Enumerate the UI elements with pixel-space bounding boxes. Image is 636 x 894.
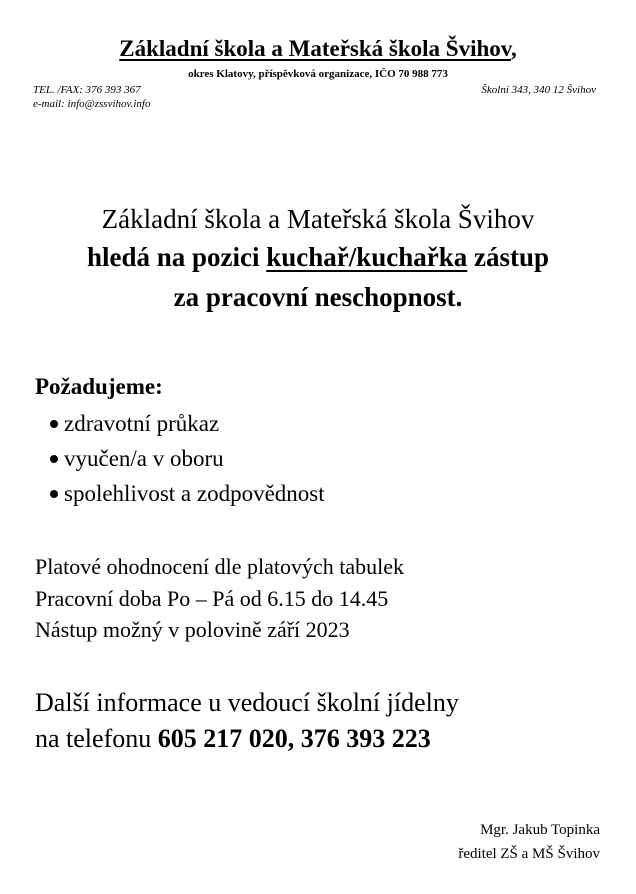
signature-name: Mgr. Jakub Topinka (480, 822, 600, 838)
school-title (0, 36, 636, 62)
contact-phone-prefix: na telefonu (35, 724, 158, 753)
start-date: Nástup možný v polovině září 2023 (35, 617, 350, 642)
headline-position (0, 242, 636, 273)
school-name: Základní škola a Mateřská škola Švihov (119, 36, 511, 61)
list-item (50, 441, 325, 476)
requirement-text: vyučen/a v oboru (64, 446, 224, 471)
phone-numbers: 605 217 020, 376 393 223 (157, 724, 431, 753)
contact-phone (35, 724, 431, 754)
headline-position-after: zástup (467, 242, 550, 272)
signature-role: ředitel ZŠ a MŠ Švihov (458, 846, 600, 862)
school-address: Školní 343, 340 12 Švihov (481, 84, 596, 96)
school-email: e-mail: info@zssvihov.info (33, 98, 151, 110)
headline-reason: za pracovní neschopnost. (173, 282, 463, 312)
headline-position-name: kuchař/kuchařka (266, 242, 468, 272)
school-tel: TEL. /FAX: 376 393 367 (33, 84, 141, 96)
headline-school: Základní škola a Mateřská škola Švihov (101, 204, 535, 234)
work-hours: Pracovní doba Po – Pá od 6.15 do 14.45 (35, 586, 389, 611)
requirements-list (50, 406, 325, 511)
list-item (50, 476, 325, 511)
bullet-icon (50, 490, 58, 498)
list-item (50, 406, 325, 441)
requirement-text: zdravotní průkaz (64, 411, 220, 436)
headline-position-before: hledá na pozici (86, 242, 267, 272)
school-subtitle: okres Klatovy, příspěvková organizace, IČO 70 988 773 (188, 68, 448, 80)
requirements-title: Požadujeme: (35, 374, 163, 399)
bullet-icon (50, 455, 58, 463)
salary-info: Platové ohodnocení dle platových tabulek (35, 554, 405, 579)
bullet-icon (50, 420, 58, 428)
school-title-comma: , (511, 36, 517, 61)
contact-info: Další informace u vedoucí školní jídelny (35, 688, 459, 717)
requirement-text: spolehlivost a zodpovědnost (64, 481, 325, 506)
